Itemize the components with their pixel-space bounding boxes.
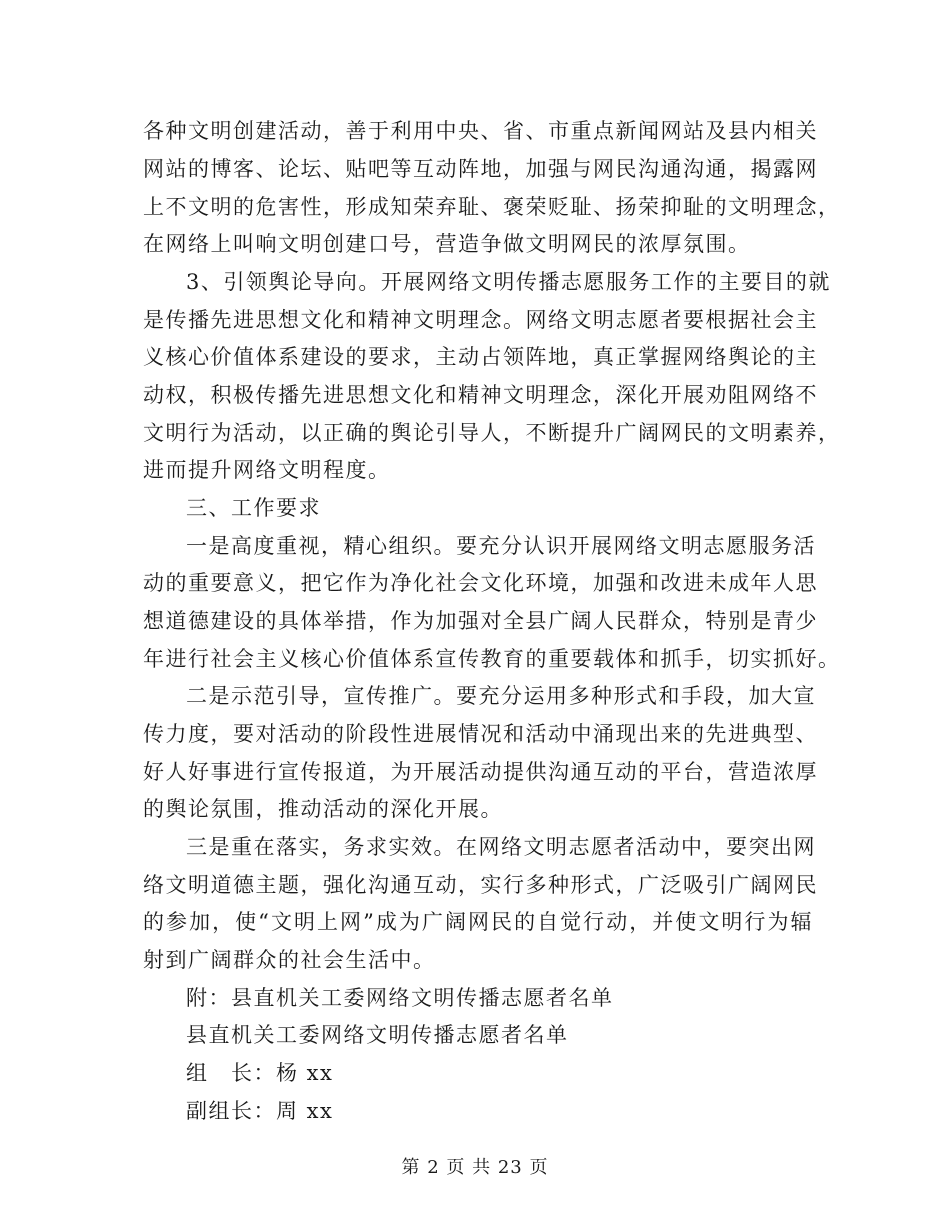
body-text-line: 动的重要意义，把它作为净化社会文化环境，加强和改进未成年人思 xyxy=(143,571,818,595)
page-number-footer: 第 2 页 共 23 页 xyxy=(401,1157,549,1178)
body-text-line: 在网络上叫响文明创建口号，营造争做文明网民的浓厚氛围。 xyxy=(143,232,751,256)
deputy-leader-entry: 副组长：周 xx xyxy=(186,1099,334,1123)
body-text-line: 各种文明创建活动，善于利用中央、省、市重点新闻网站及县内相关 xyxy=(143,119,818,143)
body-text-line: 射到广阔群众的社会生活中。 xyxy=(143,948,436,972)
paragraph-first-line: 二是示范引导，宣传推广。要充分运用多种形式和手段，加大宣 xyxy=(186,684,816,708)
attachment-note: 附：县直机关工委网络文明传播志愿者名单 xyxy=(186,986,614,1010)
list-title: 县直机关工委网络文明传播志愿者名单 xyxy=(186,1023,569,1047)
body-text-line: 传力度，要对活动的阶段性进展情况和活动中涌现出来的先进典型、 xyxy=(143,722,818,746)
body-text-line: 文明行为活动，以正确的舆论引导人，不断提升广阔网民的文明素养， xyxy=(143,421,841,445)
paragraph-first-line: 三是重在落实，务求实效。在网络文明志愿者活动中，要突出网 xyxy=(186,835,816,859)
body-text-line: 进而提升网络文明程度。 xyxy=(143,458,391,482)
body-text-line: 上不文明的危害性，形成知荣弃耻、褒荣贬耻、扬荣抑耻的文明理念， xyxy=(143,195,841,219)
body-text-line: 的参加，使“文明上网”成为广阔网民的自觉行动，并使文明行为辐 xyxy=(143,910,813,934)
section-heading: 三、工作要求 xyxy=(186,496,321,520)
body-text-line: 的舆论氛围，推动活动的深化开展。 xyxy=(143,797,503,821)
body-text-line: 年进行社会主义核心价值体系宣传教育的重要载体和抓手，切实抓好。 xyxy=(143,647,841,671)
body-text-line: 网站的博客、论坛、贴吧等互动阵地，加强与网民沟通沟通，揭露网 xyxy=(143,157,818,181)
paragraph-first-line: 3、引领舆论导向。开展网络文明传播志愿服务工作的主要目的就 xyxy=(186,270,831,294)
body-text-line: 络文明道德主题，强化沟通互动，实行多种形式，广泛吸引广阔网民 xyxy=(143,873,818,897)
body-text-line: 是传播先进思想文化和精神文明理念。网络文明志愿者要根据社会主 xyxy=(143,308,818,332)
paragraph-first-line: 一是高度重视，精心组织。要充分认识开展网络文明志愿服务活 xyxy=(186,534,816,558)
team-leader-entry: 组 长：杨 xx xyxy=(186,1061,334,1085)
body-text-line: 想道德建设的具体举措，作为加强对全县广阔人民群众，特别是青少 xyxy=(143,609,818,633)
body-text-line: 好人好事进行宣传报道，为开展活动提供沟通互动的平台，营造浓厚 xyxy=(143,760,818,784)
body-text-line: 义核心价值体系建设的要求，主动占领阵地，真正掌握网络舆论的主 xyxy=(143,345,818,369)
body-text-line: 动权，积极传播先进思想文化和精神文明理念，深化开展劝阻网络不 xyxy=(143,383,818,407)
